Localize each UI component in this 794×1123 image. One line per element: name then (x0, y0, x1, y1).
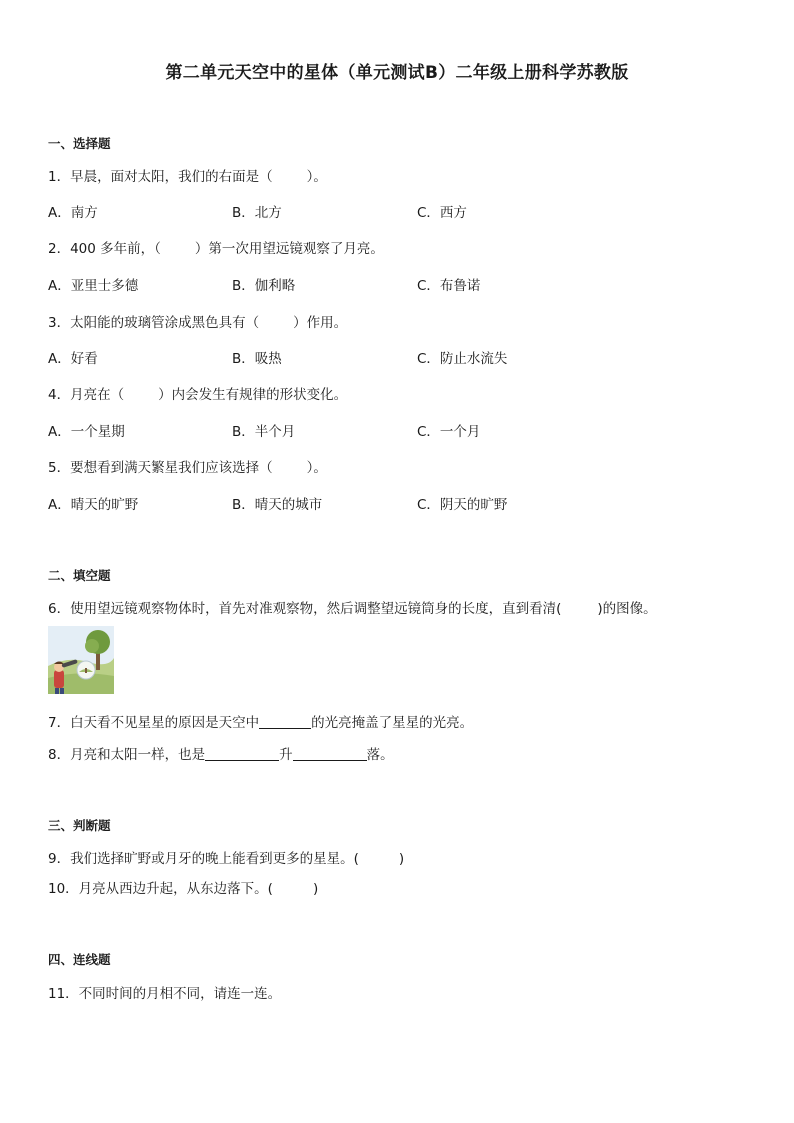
question-5: 5．要想看到满天繁星我们应该选择（ ）。 (48, 460, 327, 476)
q8-answer-blank-2[interactable] (293, 746, 367, 761)
section-heading-judge: 三、判断题 (48, 818, 111, 833)
q4-option-b[interactable]: B．半个月 (232, 424, 296, 440)
page-title: 第二单元天空中的星体（单元测试B）二年级上册科学苏教版 (165, 63, 629, 83)
q2-option-c[interactable]: C．布鲁诺 (417, 278, 481, 294)
q3-option-c[interactable]: C．防止水流失 (417, 351, 508, 367)
q1-option-b[interactable]: B．北方 (232, 205, 282, 221)
question-11: 11．不同时间的月相不同，请连一连。 (48, 986, 282, 1002)
q3-option-b[interactable]: B．吸热 (232, 351, 282, 367)
q1-option-c[interactable]: C．西方 (417, 205, 467, 221)
section-heading-fill: 二、填空题 (48, 568, 111, 583)
question-1: 1．早晨，面对太阳，我们的右面是（ ）。 (48, 169, 327, 185)
q2-option-b[interactable]: B．伽利略 (232, 278, 296, 294)
q2-option-a[interactable]: A．亚里士多德 (48, 278, 139, 294)
q7-answer-blank[interactable] (259, 714, 311, 729)
question-3: 3．太阳能的玻璃管涂成黑色具有（ ）作用。 (48, 315, 348, 331)
q4-option-c[interactable]: C．一个月 (417, 424, 481, 440)
q3-option-a[interactable]: A．好看 (48, 351, 98, 367)
question-8: 8．月亮和太阳一样，也是 升 落。 (48, 747, 394, 763)
question-2: 2．400 多年前，（ ）第一次用望远镜观察了月亮。 (48, 241, 384, 257)
section-heading-match: 四、连线题 (48, 952, 111, 967)
question-10: 10．月亮从西边升起，从东边落下。( ) (48, 881, 319, 897)
q5-option-c[interactable]: C．阴天的旷野 (417, 497, 508, 513)
q5-option-b[interactable]: B．晴天的城市 (232, 497, 323, 513)
telescope-illustration (48, 626, 114, 694)
question-4: 4．月亮在（ ）内会发生有规律的形状变化。 (48, 387, 348, 403)
question-7: 7．白天看不见星星的原因是天空中 的光亮掩盖了星星的光亮。 (48, 715, 474, 731)
q5-option-a[interactable]: A．晴天的旷野 (48, 497, 139, 513)
section-heading-choice: 一、选择题 (48, 136, 111, 151)
q1-option-a[interactable]: A．南方 (48, 205, 98, 221)
question-9: 9．我们选择旷野或月牙的晚上能看到更多的星星。( ) (48, 851, 405, 867)
q4-option-a[interactable]: A．一个星期 (48, 424, 125, 440)
q8-answer-blank-1[interactable] (205, 746, 279, 761)
question-6: 6．使用望远镜观察物体时，首先对准观察物，然后调整望远镜筒身的长度，直到看清( )的图像。 (48, 601, 657, 617)
